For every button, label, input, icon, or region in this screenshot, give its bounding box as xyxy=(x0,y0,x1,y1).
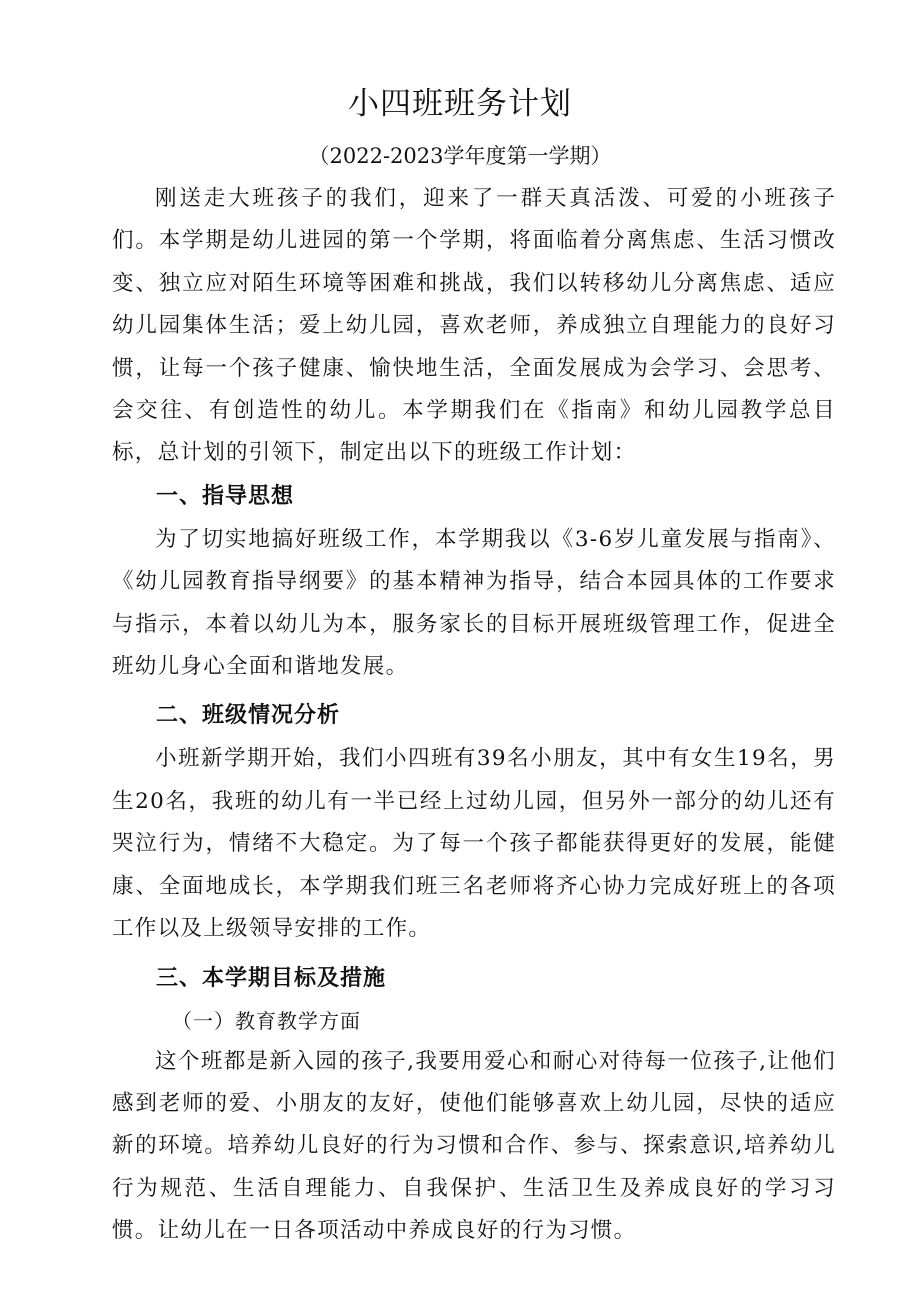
subsection-heading-education: （一）教育教学方面 xyxy=(172,1008,361,1033)
document-title: 小四班班务计划 xyxy=(348,86,572,122)
section-paragraph-class-analysis: 小班新学期开始，我们小四班有39名小朋友，其中有女生19名，男生20名，我班的幼儿有一半已经上过幼儿园，但另外一部分的幼儿还有哭泣行为，情绪不大稳定。为了每一个孩子都能获得更好的发展，能健康、全面地成长，本学期我们班三名老师将齐心协力完成好班上的各项工作以及上级领导安排的工作。 xyxy=(112,746,836,942)
section-heading-class-analysis: 二、班级情况分析 xyxy=(156,703,341,729)
document-subtitle: （2022-2023学年度第一学期） xyxy=(308,144,612,168)
intro-paragraph: 刚送走大班孩子的我们，迎来了一群天真活泼、可爱的小班孩子们。本学期是幼儿进园的第一个学期，将面临着分离焦虑、生活习惯改变、独立应对陌生环境等困难和挑战，我们以转移幼儿分离焦虑、适应幼儿园集体生活；爱上幼儿园，喜欢老师，养成独立自理能力的良好习惯，让每一个孩子健康、愉快地生活，全面发展成为会学习、会思考、会交往、有创造性的幼儿。本学期我们在《指南》和幼儿园教学总目标，总计划的引领下，制定出以下的班级工作计划： xyxy=(112,186,836,466)
section-heading-guiding-thought: 一、指导思想 xyxy=(156,483,295,509)
section-heading-goals-measures: 三、本学期目标及措施 xyxy=(156,965,387,991)
section-paragraph-guiding-thought: 为了切实地搞好班级工作，本学期我以《3-6岁儿童发展与指南》、《幼儿园教育指导纲要》的基本精神为指导，结合本园具体的工作要求与指示，本着以幼儿为本，服务家长的目标开展班级管理工作，促进全班幼儿身心全面和谐地发展。 xyxy=(112,526,836,680)
document-body xyxy=(112,178,836,1253)
section-paragraph-education: 这个班都是新入园的孩子,我要用爱心和耐心对待每一位孩子,让他们感到老师的爱、小朋友的友好，使他们能够喜欢上幼儿园，尽快的适应新的环境。培养幼儿良好的行为习惯和合作、参与、探索意识,培养幼儿行为规范、生活自理能力、自我保护、生活卫生及养成良好的学习习惯。让幼儿在一日各项活动中养成良好的行为习惯。 xyxy=(112,1048,836,1244)
